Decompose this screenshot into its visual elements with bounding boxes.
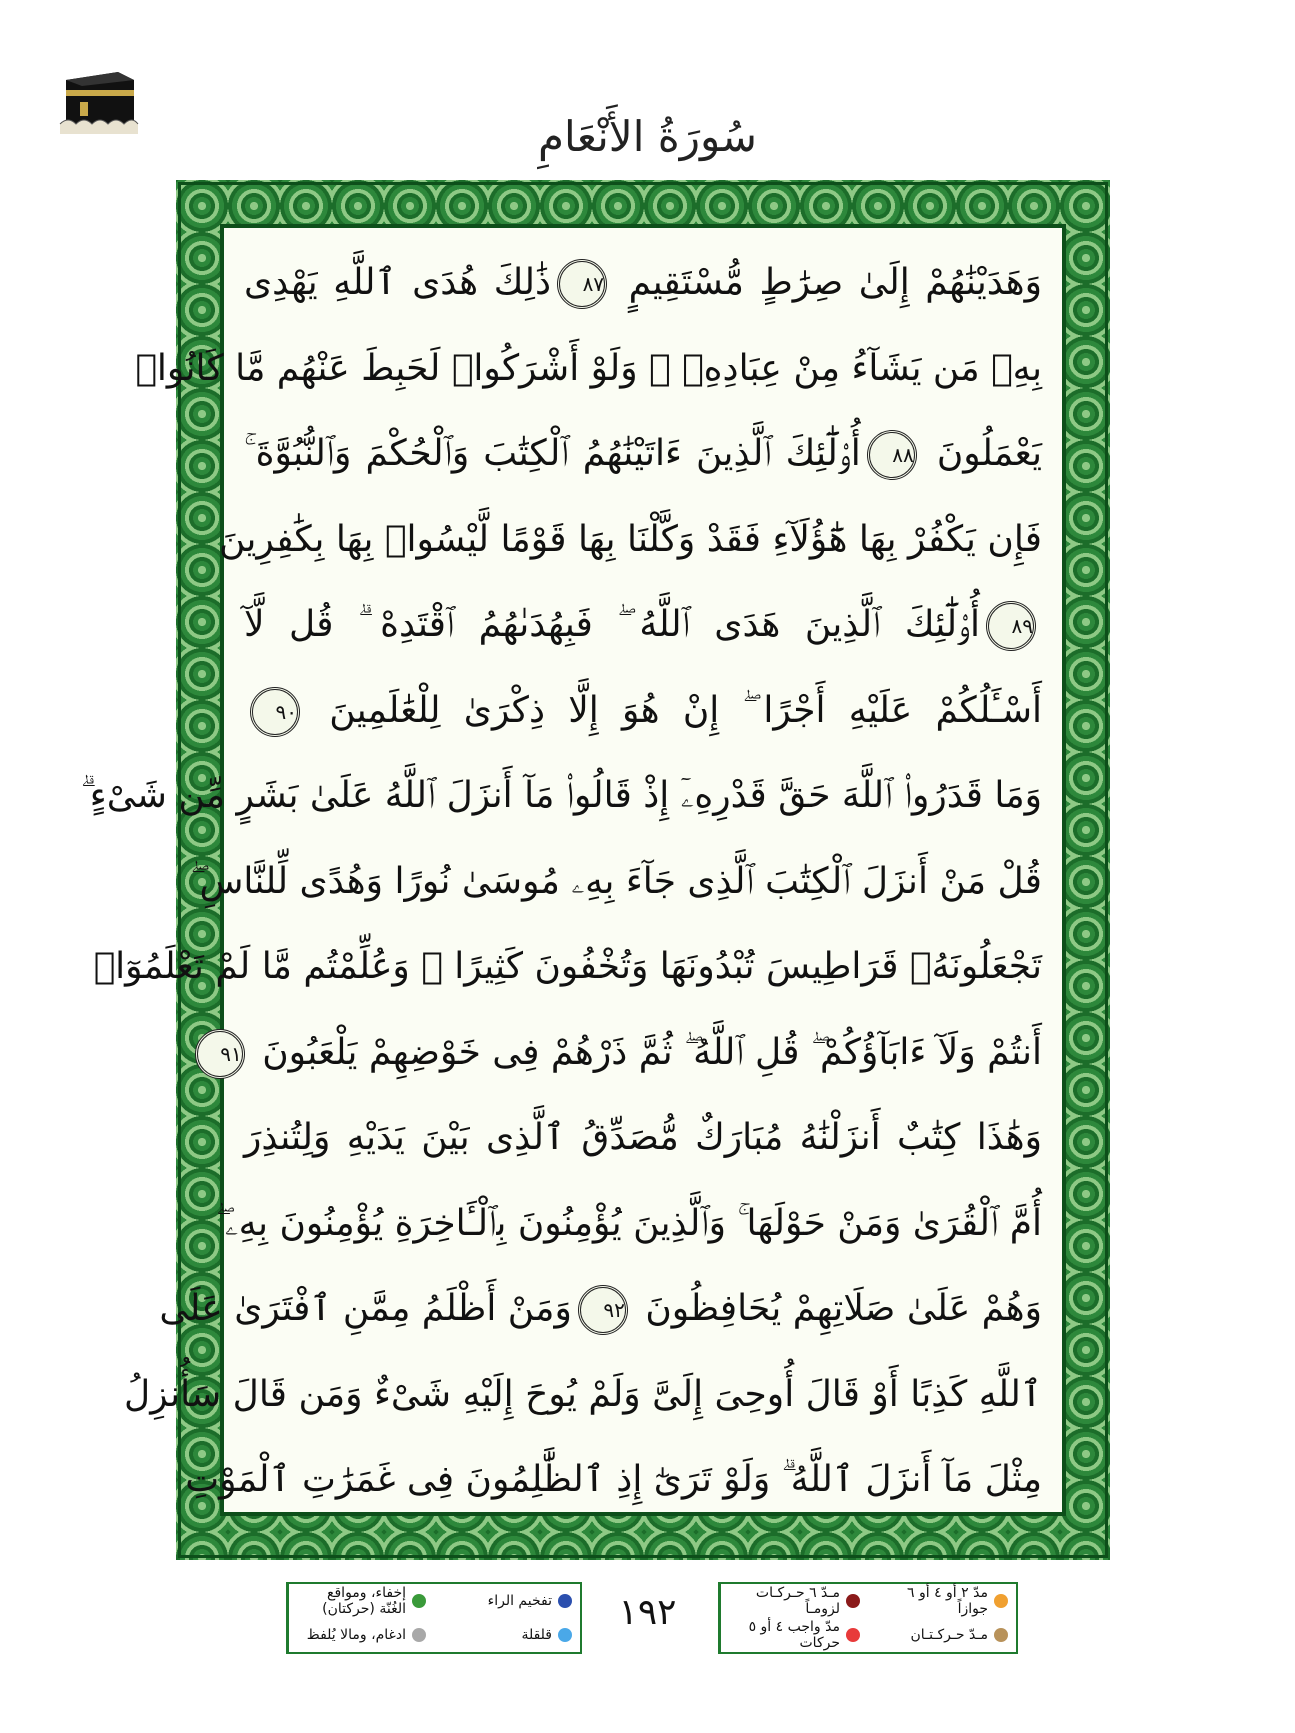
ayah-number-marker: ٩٠ (250, 687, 300, 737)
surah-title: سُورَةُ الأَنْعَامِ (538, 112, 757, 161)
verse-line (124, 1352, 1042, 1438)
legend-color-dot-icon (846, 1628, 860, 1642)
legend-color-dot-icon (994, 1628, 1008, 1642)
verse-line (190, 839, 1042, 925)
verse-line (244, 1095, 1042, 1181)
legend-item (434, 1618, 580, 1652)
legend-color-dot-icon (558, 1594, 572, 1608)
legend-item (288, 1584, 434, 1618)
verse-line (244, 411, 1042, 497)
tajweed-legend-left (286, 1582, 582, 1654)
legend-label: ادغام، ومالا يُلفظ (306, 1627, 406, 1643)
verse-line (244, 582, 1042, 668)
verse-text: أُو۟لَٰٓئِكَ ٱلَّذِينَ هَدَى ٱللَّهُ ۖ فَبِهُدَىٰهُمُ ٱقْتَدِهْ ۗ قُل لَّآ (244, 604, 980, 645)
verse-line (80, 753, 1042, 839)
legend-label: مدّ ٢ أو ٤ أو ٦ جوازاً (906, 1585, 988, 1617)
page-frame (80, 180, 1110, 1560)
verse-line (135, 326, 1042, 412)
ayah-number-marker: ٩١ (195, 1029, 245, 1079)
legend-color-dot-icon (412, 1628, 426, 1642)
tajweed-legend-right (718, 1582, 1018, 1654)
verse-text: ٱللَّهِ كَذِبًا أَوْ قَالَ أُوحِىَ إِلَىَّ وَلَمْ يُوحَ إِلَيْهِ شَىْءٌ وَمَن قَالَ سَأُنزِلُ (124, 1373, 1042, 1415)
legend-label: قلقلة (521, 1627, 552, 1643)
legend-color-dot-icon (558, 1628, 572, 1642)
legend-item (288, 1618, 434, 1652)
legend-color-dot-icon (412, 1594, 426, 1608)
legend-color-dot-icon (846, 1594, 860, 1608)
verse-line (185, 1437, 1042, 1523)
verse-text: أَسْـَٔلُكُمْ عَلَيْهِ أَجْرًا ۖ إِنْ هُوَ إِلَّا ذِكْرَىٰ لِلْعَٰلَمِينَ (329, 689, 1042, 731)
legend-item (434, 1584, 580, 1618)
verse-text: تَجْعَلُونَهُۥ قَرَاطِيسَ تُبْدُونَهَا وَتُخْفُونَ كَثِيرًا ۖ وَعُلِّمْتُم مَّا لَمْ تَعْلَمُوٓا۟ (93, 946, 1042, 987)
verse-text: أُمَّ ٱلْقُرَىٰ وَمَنْ حَوْلَهَا ۚ وَٱلَّذِينَ يُؤْمِنُونَ بِٱلْـَٔاخِرَةِ يُؤْمِنُونَ بِهِۦ ۖ (216, 1202, 1042, 1244)
ayah-number-marker: ٨٨ (867, 430, 917, 480)
legend-item (720, 1584, 868, 1618)
verse-text: يَعْمَلُونَ (936, 433, 1042, 474)
verse-text: وَهَدَيْنَٰهُمْ إِلَىٰ صِرَٰطٍ مُّسْتَقِيمٍ (628, 262, 1042, 303)
verse-line (244, 240, 1042, 326)
ayah-number-marker: ٨٧ (557, 259, 607, 309)
verse-line (216, 1181, 1042, 1267)
legend-item (868, 1584, 1016, 1618)
verse-text: مِثْلَ مَآ أَنزَلَ ٱللَّهُ ۗ وَلَوْ تَرَىٰٓ إِذِ ٱلظَّٰلِمُونَ فِى غَمَرَٰتِ ٱلْمَوْتِ (185, 1459, 1042, 1500)
legend-item (868, 1618, 1016, 1652)
ayah-number-marker: ٩٢ (578, 1285, 628, 1335)
verse-text: وَهُمْ عَلَىٰ صَلَاتِهِمْ يُحَافِظُونَ (645, 1288, 1042, 1329)
page-number: ١٩٢ (618, 1592, 677, 1633)
verse-line (93, 924, 1042, 1010)
verse-text-area (80, 240, 1042, 1500)
verse-text: وَمَا قَدَرُوا۟ ٱللَّهَ حَقَّ قَدْرِهِۦٓ إِذْ قَالُوا۟ مَآ أَنزَلَ ٱللَّهُ عَلَىٰ بَشَرٍ مِّن شَىْءٍ ۗ (80, 775, 1042, 816)
verse-line (159, 1266, 1042, 1352)
legend-label: مدّ واجب ٤ أو ٥ حركات (748, 1619, 840, 1651)
legend-label: مـدّ ٦ حـركـات لزومـاً (755, 1585, 840, 1617)
verse-text: بِهِۦ مَن يَشَآءُ مِنْ عِبَادِهِۦ ۚ وَلَوْ أَشْرَكُوا۟ لَحَبِطَ عَنْهُم مَّا كَانُوا۟ (135, 347, 1042, 389)
legend-label: إخفاء، ومواقع الغُنّة (حركتان) (322, 1585, 406, 1617)
legend-label: تفخيم الراء (487, 1593, 552, 1609)
verse-line (220, 1010, 1042, 1096)
verse-line (244, 668, 1042, 754)
verse-text: وَمَنْ أَظْلَمُ مِمَّنِ ٱفْتَرَىٰ عَلَى (159, 1288, 572, 1329)
verse-text: أُو۟لَٰٓئِكَ ٱلَّذِينَ ءَاتَيْنَٰهُمُ ٱلْكِتَٰبَ وَٱلْحُكْمَ وَٱلنُّبُوَّةَ ۚ (244, 433, 861, 474)
verse-text: ذَٰلِكَ هُدَى ٱللَّهِ يَهْدِى (244, 262, 552, 303)
verse-text: فَإِن يَكْفُرْ بِهَا هَٰٓؤُلَآءِ فَقَدْ وَكَّلْنَا بِهَا قَوْمًا لَّيْسُوا۟ بِهَا بِكَٰفِرِينَ (218, 518, 1042, 560)
verse-text: أَنتُمْ وَلَآ ءَابَآؤُكُمْ ۖ قُلِ ٱللَّهُ ۖ ثُمَّ ذَرْهُمْ فِى خَوْضِهِمْ يَلْعَبُونَ (262, 1031, 1042, 1073)
legend-color-dot-icon (994, 1594, 1008, 1608)
verse-text: وَهَٰذَا كِتَٰبٌ أَنزَلْنَٰهُ مُبَارَكٌ مُّصَدِّقُ ٱلَّذِى بَيْنَ يَدَيْهِ وَلِتُنذِرَ (244, 1117, 1042, 1158)
legend-label: مـدّ حـركـتـان (910, 1627, 988, 1643)
legend-item (720, 1618, 868, 1652)
verse-text: قُلْ مَنْ أَنزَلَ ٱلْكِتَٰبَ ٱلَّذِى جَآءَ بِهِۦ مُوسَىٰ نُورًا وَهُدًى لِّلنَّاسِ ۖ (190, 860, 1042, 902)
verse-line (218, 497, 1042, 583)
ayah-number-marker: ٨٩ (986, 601, 1036, 651)
